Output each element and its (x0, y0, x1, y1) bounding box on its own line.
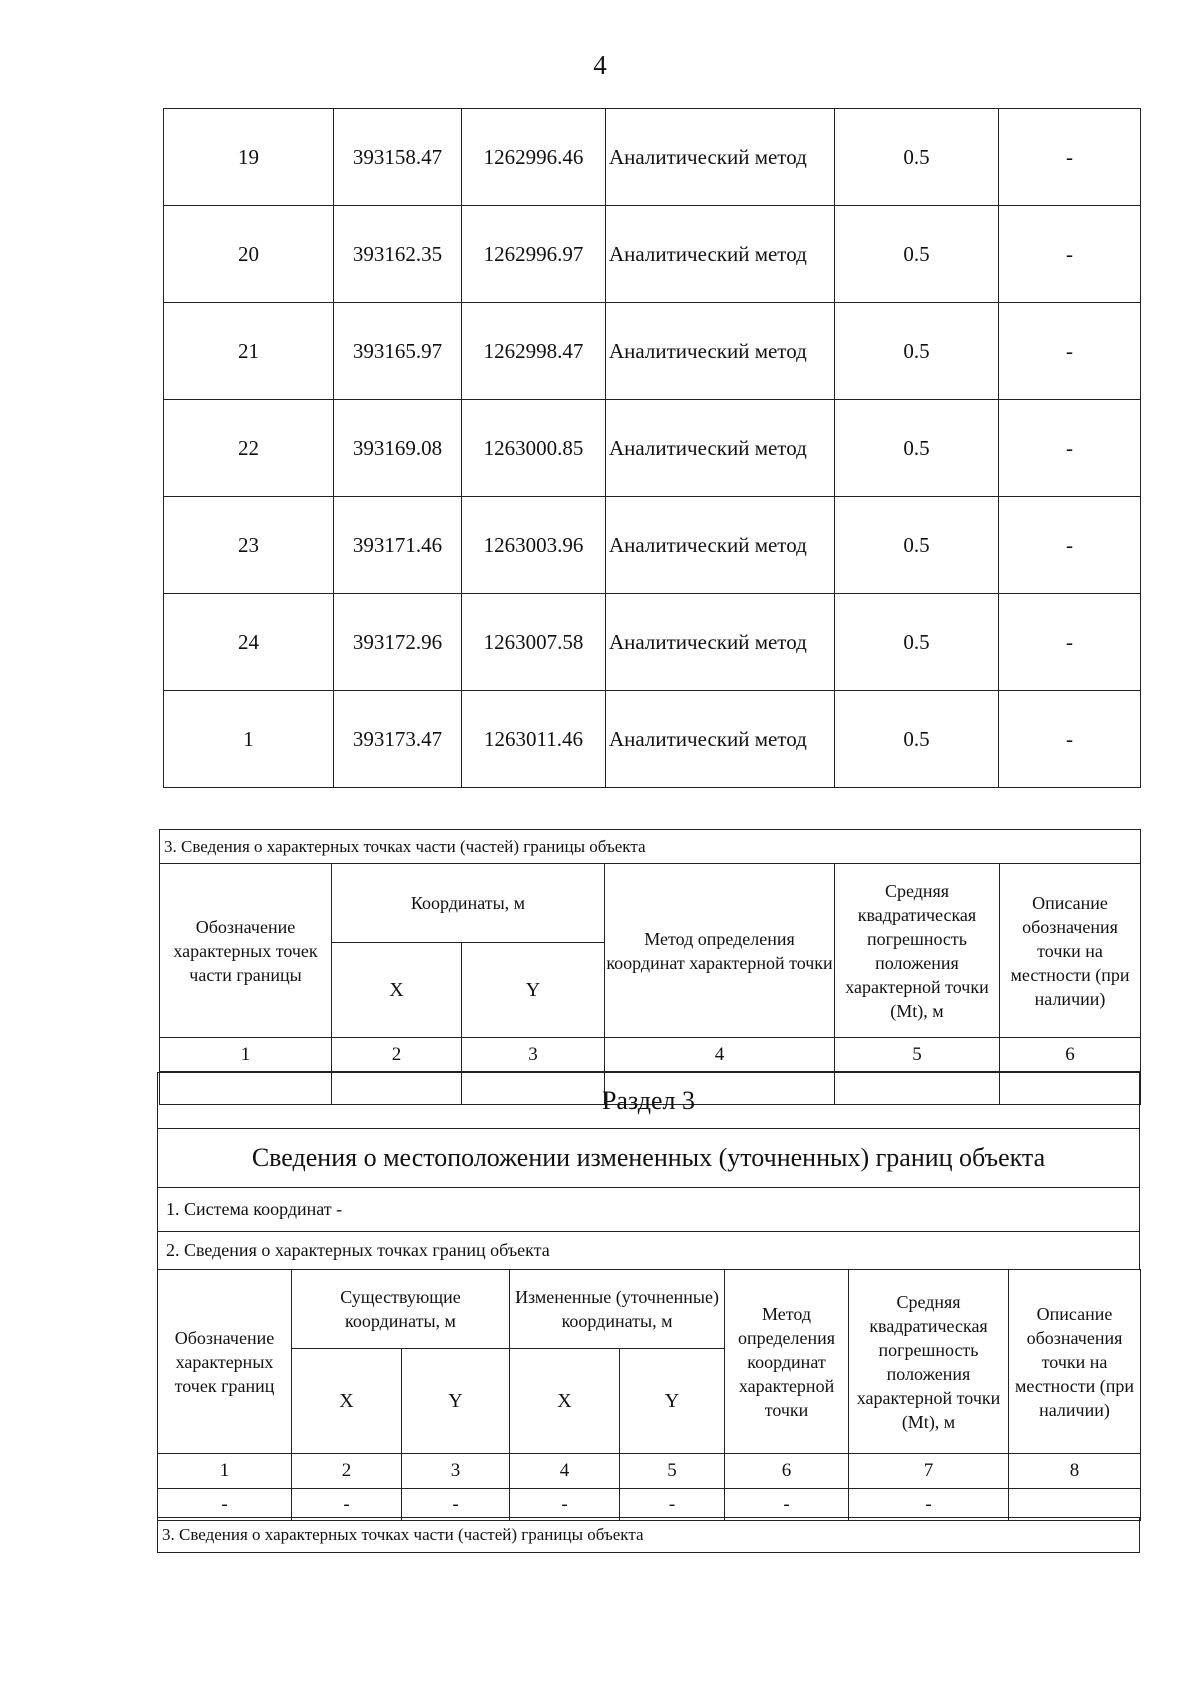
header-y-existing: Y (402, 1349, 510, 1454)
point-id-cell: 22 (164, 400, 334, 497)
error-cell: 0.5 (835, 206, 999, 303)
header-description: Описание обозначения точки на местности (при наличии) (1009, 1270, 1141, 1454)
y-coordinate-cell: 1263003.96 (462, 497, 606, 594)
method-cell: Аналитический метод (606, 400, 835, 497)
column-number: 7 (849, 1454, 1009, 1489)
section-title: Раздел 3 (158, 1073, 1140, 1129)
column-number: 5 (835, 1038, 1000, 1072)
y-coordinate-cell: 1262996.46 (462, 109, 606, 206)
header-designation: Обозначение характерных точек границ (158, 1270, 292, 1454)
header-designation: Обозначение характерных точек части границы (160, 864, 332, 1038)
method-cell: Аналитический метод (606, 497, 835, 594)
header-coordinates: Координаты, м (332, 864, 605, 943)
column-number: 4 (510, 1454, 620, 1489)
method-cell: Аналитический метод (606, 594, 835, 691)
changed-coordinates-table (157, 1269, 1141, 1521)
header-error: Средняя квадратическая погрешность положения характерной точки (Mt), м (849, 1270, 1009, 1454)
description-cell: - (999, 400, 1141, 497)
table-row (164, 497, 1141, 594)
dash-cell: - (620, 1489, 725, 1521)
dash-cell: - (292, 1489, 402, 1521)
y-coordinate-cell: 1263011.46 (462, 691, 606, 788)
coordinate-system: 1. Система координат - (158, 1188, 1140, 1232)
column-number: 6 (725, 1454, 849, 1489)
header-y-changed: Y (620, 1349, 725, 1454)
column-number: 3 (462, 1038, 605, 1072)
x-coordinate-cell: 393162.35 (334, 206, 462, 303)
column-number: 1 (158, 1454, 292, 1489)
description-cell: - (999, 594, 1141, 691)
error-cell: 0.5 (835, 303, 999, 400)
dash-cell: - (158, 1489, 292, 1521)
point-id-cell: 19 (164, 109, 334, 206)
dash-cell: - (402, 1489, 510, 1521)
point-id-cell: 20 (164, 206, 334, 303)
y-coordinate-cell: 1262998.47 (462, 303, 606, 400)
y-coordinate-cell: 1263007.58 (462, 594, 606, 691)
x-coordinate-cell: 393171.46 (334, 497, 462, 594)
header-changed: Измененные (уточненные) координаты, м (510, 1270, 725, 1349)
header-x-changed: X (510, 1349, 620, 1454)
column-number: 5 (620, 1454, 725, 1489)
page-number: 4 (593, 50, 607, 80)
dash-cell: - (725, 1489, 849, 1521)
table-row (164, 206, 1141, 303)
x-coordinate-cell: 393165.97 (334, 303, 462, 400)
points-caption: 2. Сведения о характерных точках границ объекта (158, 1232, 1140, 1270)
header-x-existing: X (292, 1349, 402, 1454)
column-number: 3 (402, 1454, 510, 1489)
parts-caption: 3. Сведения о характерных точках части (частей) границы объекта (160, 830, 1141, 864)
dash-cell: - (849, 1489, 1009, 1521)
section-3-block (157, 1072, 1140, 1270)
coordinates-table (163, 108, 1141, 788)
header-x: X (332, 943, 462, 1038)
parts-table-2 (157, 1517, 1140, 1553)
x-coordinate-cell: 393158.47 (334, 109, 462, 206)
error-cell: 0.5 (835, 594, 999, 691)
point-id-cell: 23 (164, 497, 334, 594)
parts-caption-2: 3. Сведения о характерных точках части (частей) границы объекта (158, 1518, 1140, 1553)
column-number: 2 (332, 1038, 462, 1072)
x-coordinate-cell: 393172.96 (334, 594, 462, 691)
table-row (164, 303, 1141, 400)
description-cell: - (999, 109, 1141, 206)
table-row (164, 594, 1141, 691)
point-id-cell: 21 (164, 303, 334, 400)
column-number: 6 (1000, 1038, 1141, 1072)
y-coordinate-cell: 1263000.85 (462, 400, 606, 497)
description-cell: - (999, 691, 1141, 788)
column-number: 2 (292, 1454, 402, 1489)
header-y: Y (462, 943, 605, 1038)
parts-table-1 (159, 829, 1141, 1105)
error-cell: 0.5 (835, 400, 999, 497)
description-cell: - (999, 497, 1141, 594)
dash-cell (1009, 1489, 1141, 1521)
section-heading: Сведения о местоположении измененных (уточненных) границ объекта (158, 1129, 1140, 1188)
error-cell: 0.5 (835, 691, 999, 788)
point-id-cell: 1 (164, 691, 334, 788)
dash-cell: - (510, 1489, 620, 1521)
description-cell: - (999, 206, 1141, 303)
y-coordinate-cell: 1262996.97 (462, 206, 606, 303)
column-number: 4 (605, 1038, 835, 1072)
table-row (164, 691, 1141, 788)
table-row (164, 109, 1141, 206)
error-cell: 0.5 (835, 497, 999, 594)
x-coordinate-cell: 393169.08 (334, 400, 462, 497)
description-cell: - (999, 303, 1141, 400)
x-coordinate-cell: 393173.47 (334, 691, 462, 788)
header-error: Средняя квадратическая погрешность положения характерной точки (Mt), м (835, 864, 1000, 1038)
header-description: Описание обозначения точки на местности (при наличии) (1000, 864, 1141, 1038)
method-cell: Аналитический метод (606, 206, 835, 303)
header-existing: Существующие координаты, м (292, 1270, 510, 1349)
point-id-cell: 24 (164, 594, 334, 691)
method-cell: Аналитический метод (606, 109, 835, 206)
header-method: Метод определения координат характерной точки (725, 1270, 849, 1454)
table-row (164, 400, 1141, 497)
header-method: Метод определения координат характерной точки (605, 864, 835, 1038)
method-cell: Аналитический метод (606, 691, 835, 788)
column-number: 1 (160, 1038, 332, 1072)
error-cell: 0.5 (835, 109, 999, 206)
method-cell: Аналитический метод (606, 303, 835, 400)
column-number: 8 (1009, 1454, 1141, 1489)
